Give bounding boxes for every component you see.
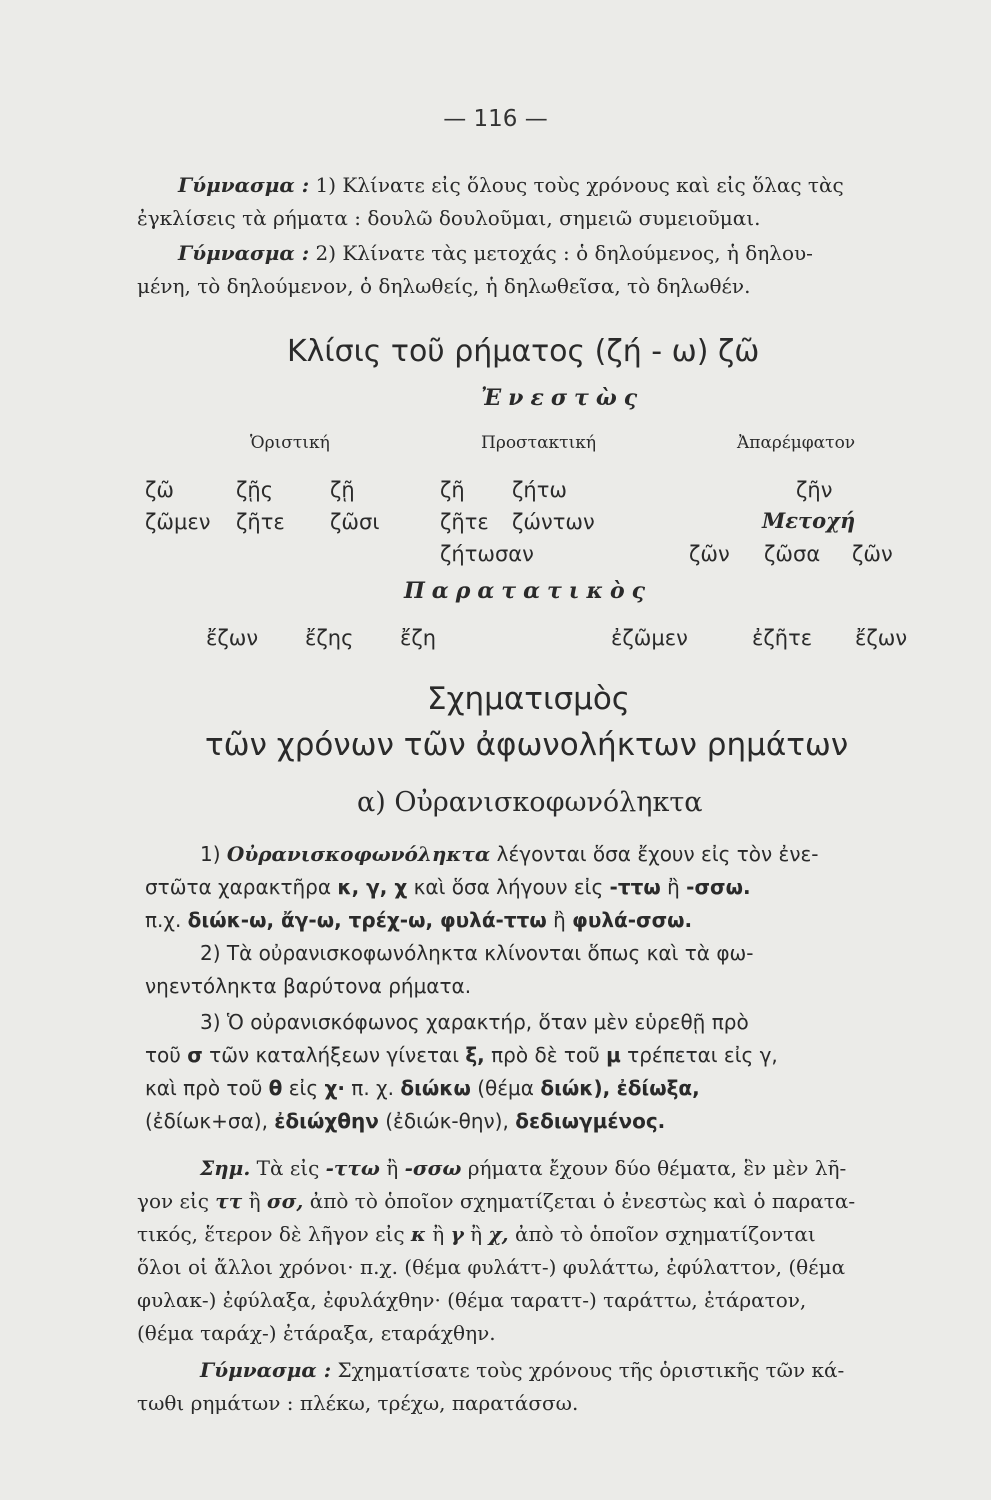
emphasis: κ, γ, χ	[337, 875, 408, 899]
exercise-3-line-2: τωθι ρημάτων : πλέκω, τρέχω, παρατάσσω.	[137, 1391, 579, 1415]
text: στῶτα χαρακτῆρα	[145, 875, 332, 899]
indicative-header: Ὁριστική	[250, 433, 330, 453]
text: (ἐδίωκ+σα),	[145, 1109, 268, 1133]
emphasis: μ	[606, 1043, 621, 1067]
text: καὶ ὅσα λήγουν εἰς	[413, 875, 604, 899]
text: τρέπεται εἰς γ,	[627, 1043, 778, 1067]
emphasis: ἐδίωξα,	[616, 1076, 700, 1100]
text: (θέμα	[477, 1076, 534, 1100]
emphasis: φυλά-σσω.	[572, 908, 693, 932]
indicative-form: ζῶ	[145, 478, 175, 502]
exercise-text: 2) Κλίνατε τὰς μετοχάς : ὁ δηλούμενος, ἡ δηλου-	[315, 241, 813, 265]
exercise-label: Γύμνασμα :	[200, 1358, 332, 1382]
imperfect-form: ἔζη	[400, 626, 437, 650]
text: Τὰ εἰς	[256, 1156, 320, 1180]
text: ρήματα ἔχουν δύο θέματα, ἓν μὲν λῆ-	[467, 1156, 847, 1180]
present-tense-label: Ἐνεστὼς	[481, 385, 645, 411]
emphasis: χ,	[488, 1222, 509, 1246]
note-line-1	[200, 1158, 846, 1178]
exercise-1-line-2: ἐγκλίσεις τὰ ρήματα : δουλῶ δουλοῦμαι, σημειῶ συμειοῦμαι.	[137, 206, 761, 230]
emphasis: -ττω	[325, 1156, 380, 1180]
text: π. χ.	[351, 1076, 394, 1100]
imperfect-form: ἐζῆτε	[752, 626, 813, 650]
note-line-4: ὅλοι οἱ ἄλλοι χρόνοι· π.χ. (θέμα φυλάττ-) φυλάττω, ἐφύλαττον, (θέμα	[137, 1255, 846, 1279]
participle-form: ζῶν	[689, 542, 730, 566]
text: λέγονται ὅσα ἔχουν εἰς τὸν ἐνε-	[496, 842, 819, 866]
emphasis: χ·	[324, 1076, 345, 1100]
page-number: — 116 —	[443, 106, 548, 132]
text: εἰς	[288, 1076, 319, 1100]
imperfect-form: ἔζης	[305, 626, 354, 650]
exercise-text: 1) Κλίνατε εἰς ὅλους τοὺς χρόνους καὶ εἰς ὅλας τὰς	[315, 173, 844, 197]
imperative-form: ζήτω	[512, 478, 567, 502]
emphasis: ττ	[215, 1189, 243, 1213]
indicative-form: ζῶσι	[330, 510, 380, 534]
indicative-form: ζῇ	[330, 478, 355, 502]
text: ἢ	[553, 908, 566, 932]
text: (ἐδιώκ-θην),	[385, 1109, 509, 1133]
emphasis: διώκω	[400, 1076, 471, 1100]
paragraph-number: 1)	[200, 842, 221, 866]
infinitive-header: Ἀπαρέμφατον	[737, 433, 856, 453]
infinitive-form: ζῆν	[796, 478, 833, 502]
emphasis: διώκ-ω, ἄγ-ω, τρέχ-ω, φυλά-ττω	[187, 908, 547, 932]
note-line-2	[137, 1191, 855, 1211]
imperfect-label: Παρατατικὸς	[404, 578, 653, 604]
emphasis: σσ,	[266, 1189, 304, 1213]
imperfect-form: ἐζῶμεν	[611, 626, 688, 650]
imperfect-form: ἔζων	[855, 626, 908, 650]
participle-label: Μετοχή	[762, 508, 856, 533]
imperative-form: ζήτωσαν	[440, 542, 534, 566]
text: τῶν καταλήξεων γίνεται	[209, 1043, 459, 1067]
exercise-1-line-1	[178, 175, 844, 195]
text: γον εἰς	[137, 1189, 209, 1213]
exercise-2-line-1	[178, 243, 813, 263]
emphasis: δεδιωγμένος.	[515, 1109, 666, 1133]
text: τοῦ	[145, 1043, 181, 1067]
text: π.χ.	[145, 908, 182, 932]
emphasis: -σσω	[404, 1156, 462, 1180]
emphasis: κ	[410, 1222, 426, 1246]
emphasis: ξ,	[465, 1043, 485, 1067]
text: ἀπὸ τὸ ὁποῖον σχηματίζεται ὁ ἐνεστὼς καὶ ὁ παρατα-	[309, 1189, 856, 1213]
text: ἢ	[470, 1222, 483, 1246]
paragraph-1-line-2	[145, 877, 751, 897]
paragraph-1-line-3	[145, 910, 692, 930]
emphasis: -σσω.	[686, 875, 751, 899]
note-line-3	[137, 1224, 816, 1244]
exercise-label: Γύμνασμα :	[178, 173, 310, 197]
imperative-header: Προστακτική	[481, 433, 597, 453]
imperfect-form: ἔζων	[206, 626, 259, 650]
imperative-form: ζώντων	[512, 510, 595, 534]
note-line-6: (θέμα ταράχ-) ἐτάραξα, εταράχθην.	[137, 1321, 496, 1345]
emphasis: σ	[187, 1043, 203, 1067]
exercise-label: Γύμνασμα :	[178, 241, 310, 265]
imperative-form: ζῆτε	[440, 510, 489, 534]
paragraph-1-line-1	[200, 844, 819, 864]
imperative-form: ζῆ	[440, 478, 465, 502]
text: ἢ	[386, 1156, 399, 1180]
section-subtitle: α) Οὐρανισκοφωνόληκτα	[357, 787, 703, 818]
paragraph-2-line-1: 2) Τὰ οὐρανισκοφωνόληκτα κλίνονται ὅπως καὶ τὰ φω-	[200, 941, 754, 965]
paragraph-3-line-4	[145, 1111, 665, 1131]
term: Οὐρανισκοφωνόληκτα	[226, 842, 491, 866]
text: πρὸ δὲ τοῦ	[491, 1043, 600, 1067]
note-label: Σημ.	[200, 1156, 251, 1180]
emphasis: γ	[450, 1222, 464, 1246]
section-title-line-1: Σχηματισμὸς	[427, 681, 630, 717]
text: ἢ	[248, 1189, 261, 1213]
participle-form: ζῶν	[852, 542, 893, 566]
emphasis: διώκ),	[540, 1076, 611, 1100]
exercise-text: Σχηματίσατε τοὺς χρόνους τῆς ὁριστικῆς τῶν κά-	[337, 1358, 845, 1382]
indicative-form: ζῆτε	[236, 510, 285, 534]
paragraph-3-line-1: 3) Ὁ οὐρανισκόφωνος χαρακτήρ, ὅταν μὲν εὑρεθῇ πρὸ	[200, 1010, 749, 1034]
paragraph-2-line-2: νηεντόληκτα βαρύτονα ρήματα.	[145, 974, 472, 998]
text: καὶ πρὸ τοῦ	[145, 1076, 263, 1100]
paragraph-3-line-3	[145, 1078, 700, 1098]
exercise-3-line-1	[200, 1360, 844, 1380]
paragraph-3-line-2	[145, 1045, 778, 1065]
note-line-5: φυλακ-) ἐφύλαξα, ἐφυλάχθην· (θέμα ταραττ-) ταράττω, ἐτάρατον,	[137, 1288, 807, 1312]
participle-form: ζῶσα	[764, 542, 821, 566]
emphasis: -ττω	[609, 875, 661, 899]
exercise-2-line-2: μένη, τὸ δηλούμενον, ὁ δηλωθείς, ἡ δηλωθεῖσα, τὸ δηλωθέν.	[137, 274, 751, 298]
text: ἢ	[432, 1222, 445, 1246]
indicative-form: ζῶμεν	[145, 510, 211, 534]
text: τικός, ἕτερον δὲ λῆγον εἰς	[137, 1222, 405, 1246]
conjugation-title: Κλίσις τοῦ ρήματος (ζή - ω) ζῶ	[287, 334, 760, 369]
emphasis: θ	[268, 1076, 283, 1100]
text: ἀπὸ τὸ ὁποῖον σχηματίζονται	[515, 1222, 816, 1246]
emphasis: ἐδιώχθην	[274, 1109, 379, 1133]
section-title-line-2: τῶν χρόνων τῶν ἀφωνολήκτων ρημάτων	[205, 727, 849, 763]
text: ἢ	[667, 875, 680, 899]
indicative-form: ζῇς	[236, 478, 274, 502]
